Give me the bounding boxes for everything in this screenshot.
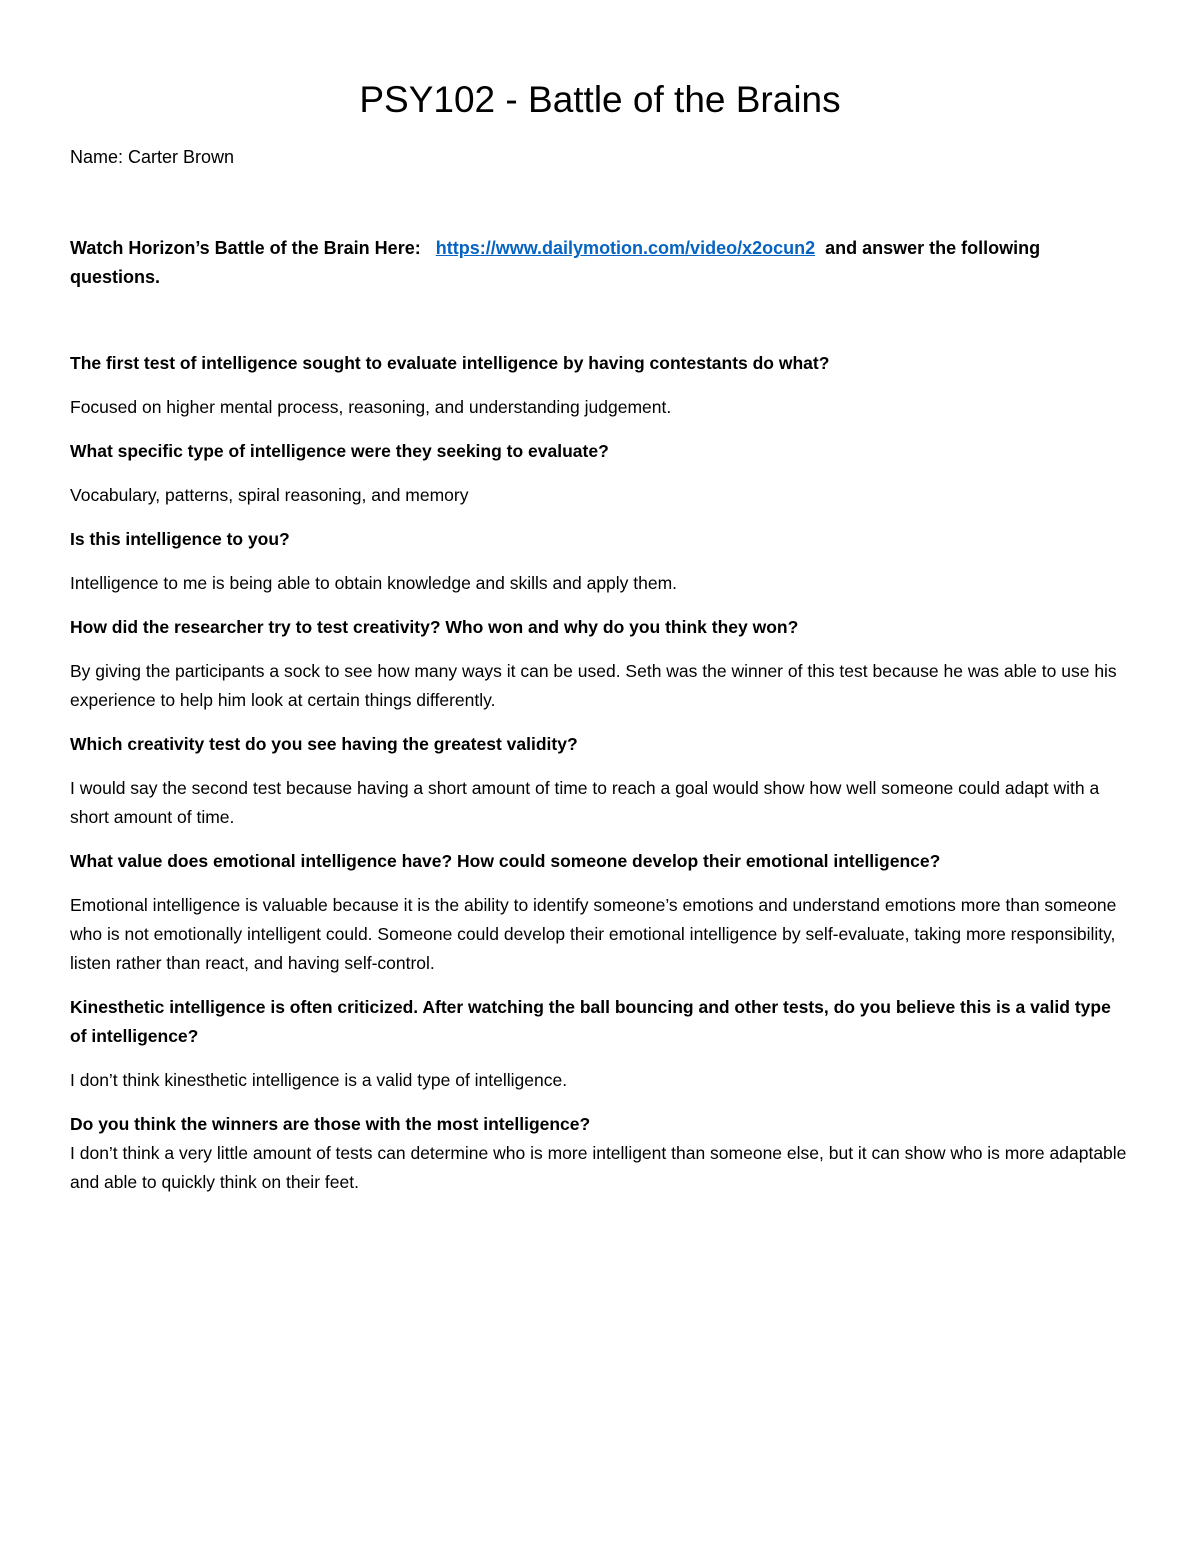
question-8: Do you think the winners are those with the most intelligence? — [70, 1114, 591, 1134]
answer-8: I don’t think a very little amount of tests can determine who is more intelligent than someone else, but it can show who is more adaptable and able to quickly think on their feet. — [70, 1143, 1127, 1192]
question-2: What specific type of intelligence were they seeking to evaluate? — [70, 441, 609, 461]
question-3: Is this intelligence to you? — [70, 529, 290, 549]
question-answer-list — [70, 349, 1130, 1212]
question-1: The first test of intelligence sought to evaluate intelligence by having contestants do what? — [70, 353, 830, 373]
instructions-text-after: and answer the following questions. — [70, 238, 1041, 287]
answer-7: I don’t think kinesthetic intelligence is a valid type of intelligence. — [70, 1070, 568, 1090]
answer-5: I would say the second test because having a short amount of time to reach a goal would show how well someone could adapt with a short amount of time. — [70, 778, 1100, 827]
question-7: Kinesthetic intelligence is often criticized. After watching the ball bouncing and other tests, do you believe this is a valid type of intelligence? — [70, 997, 1111, 1046]
answer-2: Vocabulary, patterns, spiral reasoning, and memory — [70, 485, 469, 505]
question-5: Which creativity test do you see having the greatest validity? — [70, 734, 578, 754]
answer-4: By giving the participants a sock to see how many ways it can be used. Seth was the winner of this test because he was able to use his experience to help him look at certain things differently. — [70, 661, 1117, 710]
instructions-text-before: Watch Horizon’s Battle of the Brain Here: — [70, 238, 421, 258]
answer-1: Focused on higher mental process, reasoning, and understanding judgement. — [70, 397, 672, 417]
answer-3: Intelligence to me is being able to obtain knowledge and skills and apply them. — [70, 573, 678, 593]
video-link[interactable]: https://www.dailymotion.com/video/x2ocun2 — [435, 238, 816, 258]
question-6: What value does emotional intelligence have? How could someone develop their emotional intelligence? — [70, 851, 941, 871]
question-4: How did the researcher try to test creativity? Who won and why do you think they won? — [70, 617, 799, 637]
instructions — [70, 234, 1130, 292]
document-title: PSY102 - Battle of the Brains — [359, 79, 841, 120]
answer-6: Emotional intelligence is valuable because it is the ability to identify someone’s emotions and understand emotions more than someone who is not emotionally intelligent could. Someone could develop their emotional intelligence by self-evaluate, taking more responsibility, listen rather than react, and having self-control. — [70, 895, 1117, 973]
student-name: Name: Carter Brown — [70, 147, 235, 167]
